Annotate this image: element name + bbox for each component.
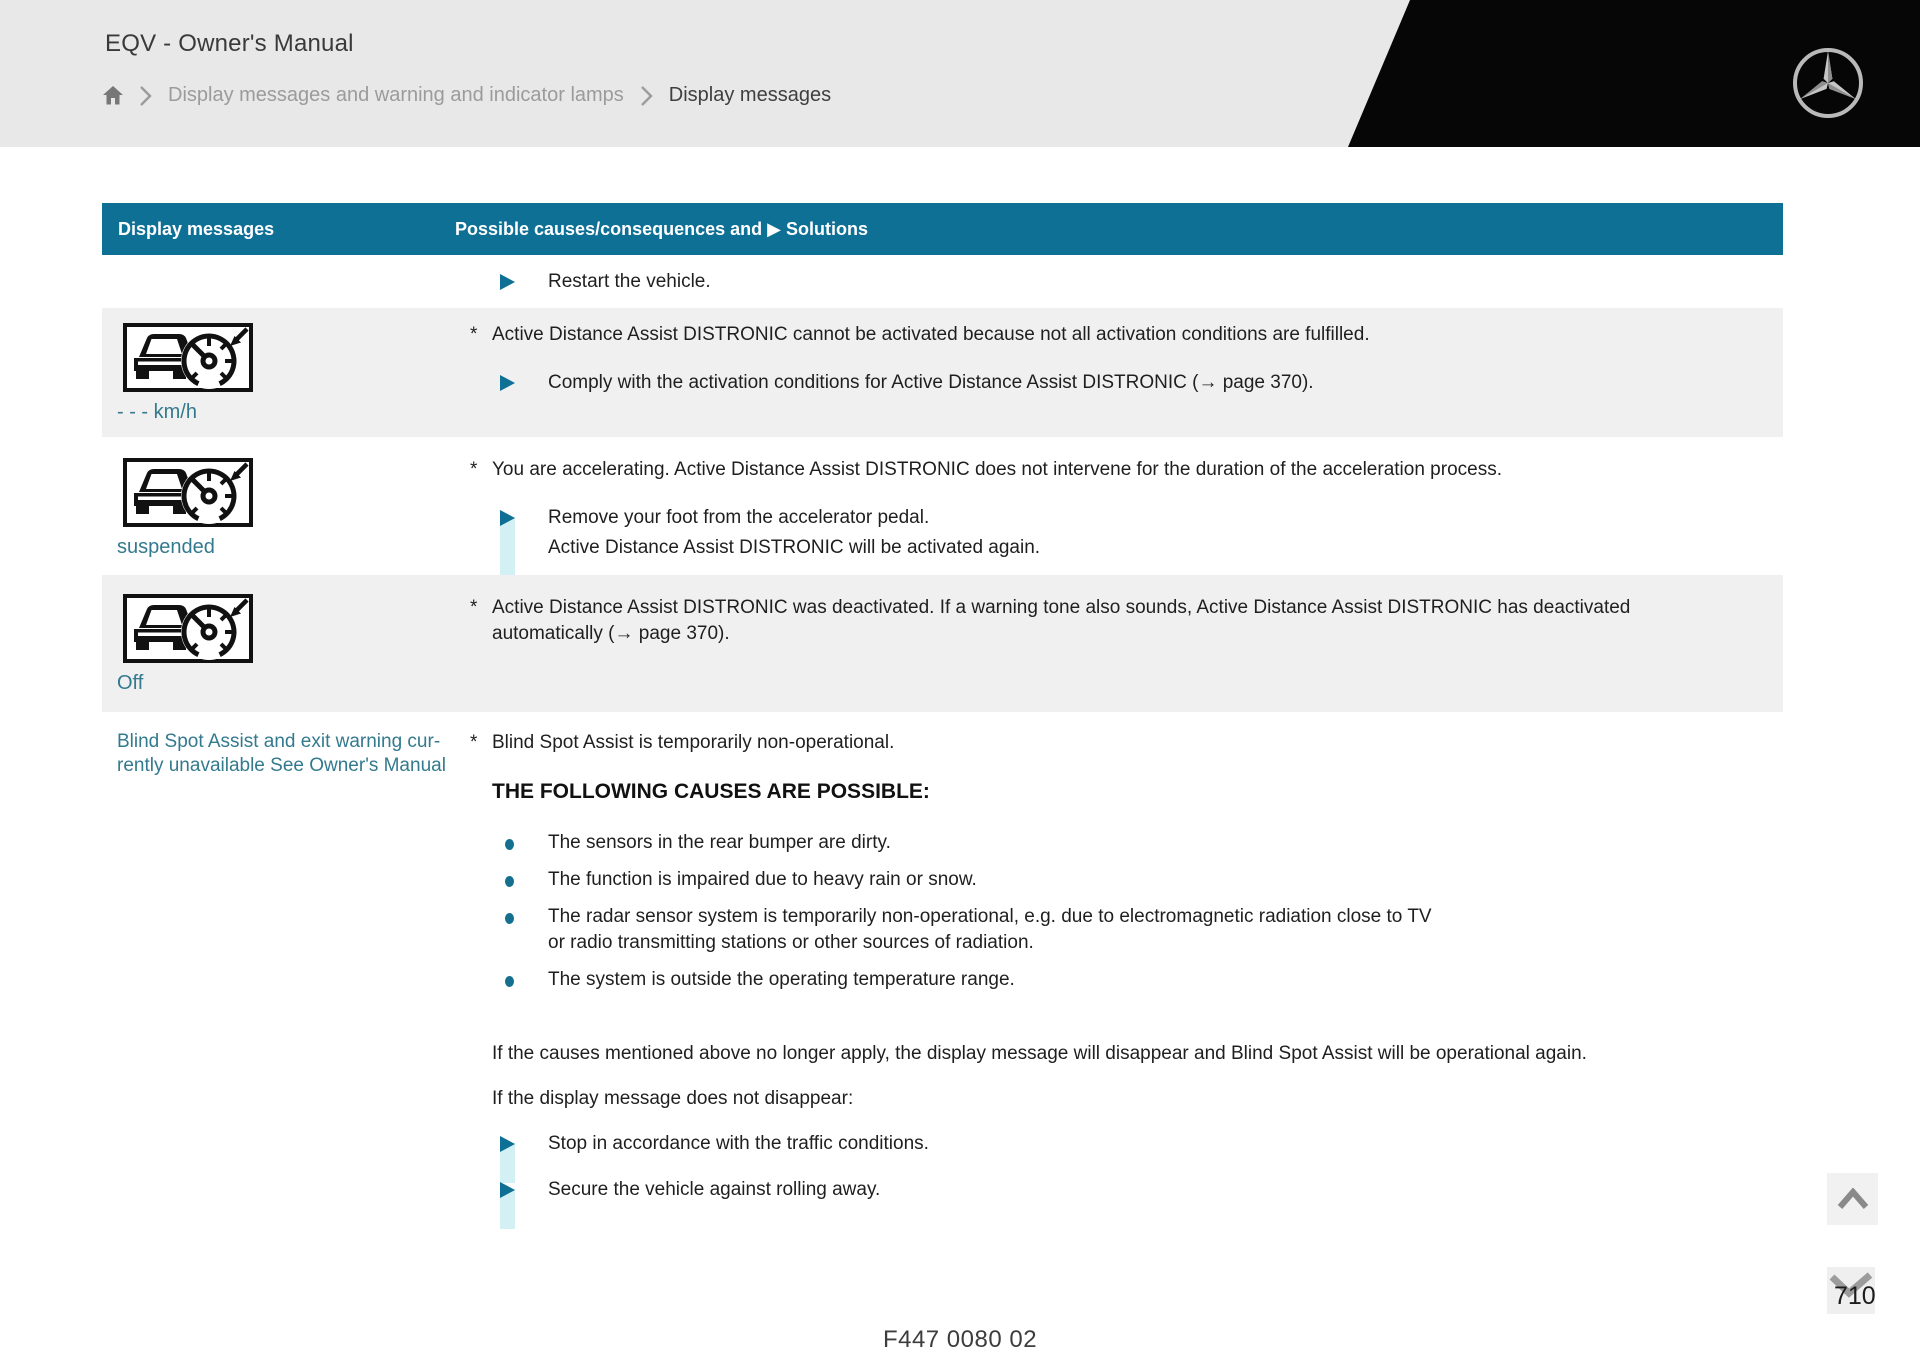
table-row bbox=[102, 575, 1783, 712]
page-title: EQV - Owner's Manual bbox=[105, 30, 354, 57]
row-causes-cell bbox=[455, 712, 1783, 1232]
bullet-dot-icon bbox=[505, 839, 514, 850]
asterisk-marker: * bbox=[470, 732, 478, 753]
distronic-display-icon bbox=[123, 594, 253, 663]
distronic-display-icon bbox=[123, 323, 253, 392]
solution-triangle-icon bbox=[500, 1182, 515, 1198]
solution-text bbox=[548, 505, 1040, 561]
display-message-label: - - - km/h bbox=[117, 401, 197, 423]
chevron-right-icon bbox=[139, 85, 152, 107]
row-causes-cell bbox=[455, 437, 1783, 575]
cause-line bbox=[455, 730, 1677, 756]
scroll-to-top-button[interactable] bbox=[1827, 1173, 1878, 1225]
solution-text: Stop in accordance with the traffic conditions. bbox=[548, 1133, 929, 1154]
solution-text: Restart the vehicle. bbox=[548, 271, 711, 292]
bullet-text: The sensors in the rear bumper are dirty. bbox=[548, 832, 891, 853]
asterisk-marker: * bbox=[470, 597, 478, 618]
solution-followup-text: Active Distance Assist DISTRONIC will be activated again. bbox=[548, 537, 1041, 558]
solution-item bbox=[455, 505, 1677, 561]
bullet-text: The function is impaired due to heavy rain or snow. bbox=[548, 869, 977, 890]
solution-item bbox=[455, 1131, 1677, 1177]
solution-triangle-icon bbox=[500, 1136, 515, 1152]
bullet-item bbox=[455, 867, 1677, 893]
row-message-cell bbox=[102, 575, 455, 712]
home-icon[interactable] bbox=[103, 86, 123, 105]
solution-item bbox=[455, 1177, 1677, 1223]
solution-main-text: Remove your foot from the accelerator pedal. bbox=[548, 507, 930, 528]
solution-triangle-icon bbox=[500, 274, 515, 290]
cause-text: Blind Spot Assist is temporarily non-operational. bbox=[492, 732, 895, 753]
table-row bbox=[102, 437, 1783, 575]
bullet-item bbox=[455, 904, 1677, 956]
row-message-cell bbox=[102, 712, 455, 1232]
document-code: F447 0080 02 bbox=[882, 1326, 1038, 1353]
distronic-display-icon bbox=[123, 458, 253, 527]
header bbox=[0, 0, 1920, 147]
table-row bbox=[102, 255, 1783, 308]
column-header-causes-solutions: Possible causes/consequences and ▶ Solutions bbox=[455, 218, 868, 239]
chevron-right-icon bbox=[640, 85, 653, 107]
bullet-dot-icon bbox=[505, 876, 514, 887]
solution-text: Secure the vehicle against rolling away. bbox=[548, 1179, 881, 1200]
cause-text: Active Distance Assist DISTRONIC cannot be activated because not all activation conditions are fulfilled. bbox=[492, 324, 1370, 345]
causes-bullet-list bbox=[455, 830, 1677, 993]
breadcrumb bbox=[103, 84, 831, 107]
page-number: 710 bbox=[1834, 1282, 1876, 1310]
solution-triangle-icon bbox=[500, 375, 515, 391]
solution-item bbox=[455, 269, 1677, 295]
display-messages-table bbox=[102, 203, 1783, 1232]
cause-line bbox=[455, 457, 1677, 483]
display-message-label: Off bbox=[117, 672, 144, 694]
bullet-dot-icon bbox=[505, 976, 514, 987]
cause-text: You are accelerating. Active Distance Assist DISTRONIC does not intervene for the duration of the acceleration process. bbox=[492, 459, 1502, 480]
cause-text: Active Distance Assist DISTRONIC was deactivated. If a warning tone also sounds, Active Distance Assist DISTRONIC has deactivated automatically (→ page 370). bbox=[492, 597, 1631, 644]
table-row bbox=[102, 308, 1783, 437]
row-causes-cell bbox=[455, 575, 1783, 712]
page-number-button[interactable] bbox=[1827, 1267, 1875, 1314]
bullet-item bbox=[455, 830, 1677, 856]
bullet-text: The system is outside the operating temperature range. bbox=[548, 969, 1015, 990]
row-message-cell bbox=[102, 437, 455, 575]
cause-line bbox=[455, 322, 1677, 348]
bullet-item bbox=[455, 967, 1677, 993]
bullet-text: The radar sensor system is temporarily non-operational, e.g. due to electromagnetic radiation close to TV or radio transmitting stations or other sources of radiation. bbox=[548, 906, 1432, 953]
solution-triangle-icon bbox=[500, 510, 515, 526]
causes-heading: THE FOLLOWING CAUSES ARE POSSIBLE: bbox=[492, 780, 930, 803]
row-causes-cell bbox=[455, 308, 1783, 437]
solution-item bbox=[455, 370, 1677, 396]
asterisk-marker: * bbox=[470, 459, 478, 480]
asterisk-marker: * bbox=[470, 324, 478, 345]
row-causes-cell bbox=[455, 255, 1783, 308]
cause-line bbox=[455, 595, 1677, 647]
info-paragraph: If the display message does not disappear: bbox=[492, 1088, 854, 1109]
info-paragraph: If the causes mentioned above no longer apply, the display message will disappear and Blind Spot Assist will be operational again. bbox=[492, 1043, 1587, 1064]
row-message-cell bbox=[102, 308, 455, 437]
bullet-dot-icon bbox=[505, 913, 514, 924]
message-line: rently unavailable See Owner's Manual bbox=[117, 755, 446, 776]
table-header-row bbox=[102, 203, 1783, 255]
display-message-label: suspended bbox=[117, 536, 215, 558]
display-message-text bbox=[117, 730, 455, 778]
breadcrumb-item-display-messages: Display messages bbox=[668, 84, 832, 106]
chevron-up-icon bbox=[1836, 1188, 1870, 1210]
solution-text: Comply with the activation conditions for Active Distance Assist DISTRONIC (→ page 370). bbox=[548, 372, 1314, 393]
message-line: Blind Spot Assist and exit warning cur- bbox=[117, 731, 441, 752]
mercedes-star-logo bbox=[1789, 44, 1867, 122]
row-message-cell bbox=[102, 255, 455, 308]
breadcrumb-item-warning-lamps[interactable]: Display messages and warning and indicator lamps bbox=[168, 84, 624, 106]
table-row bbox=[102, 712, 1783, 1232]
column-header-display-messages: Display messages bbox=[118, 218, 275, 239]
